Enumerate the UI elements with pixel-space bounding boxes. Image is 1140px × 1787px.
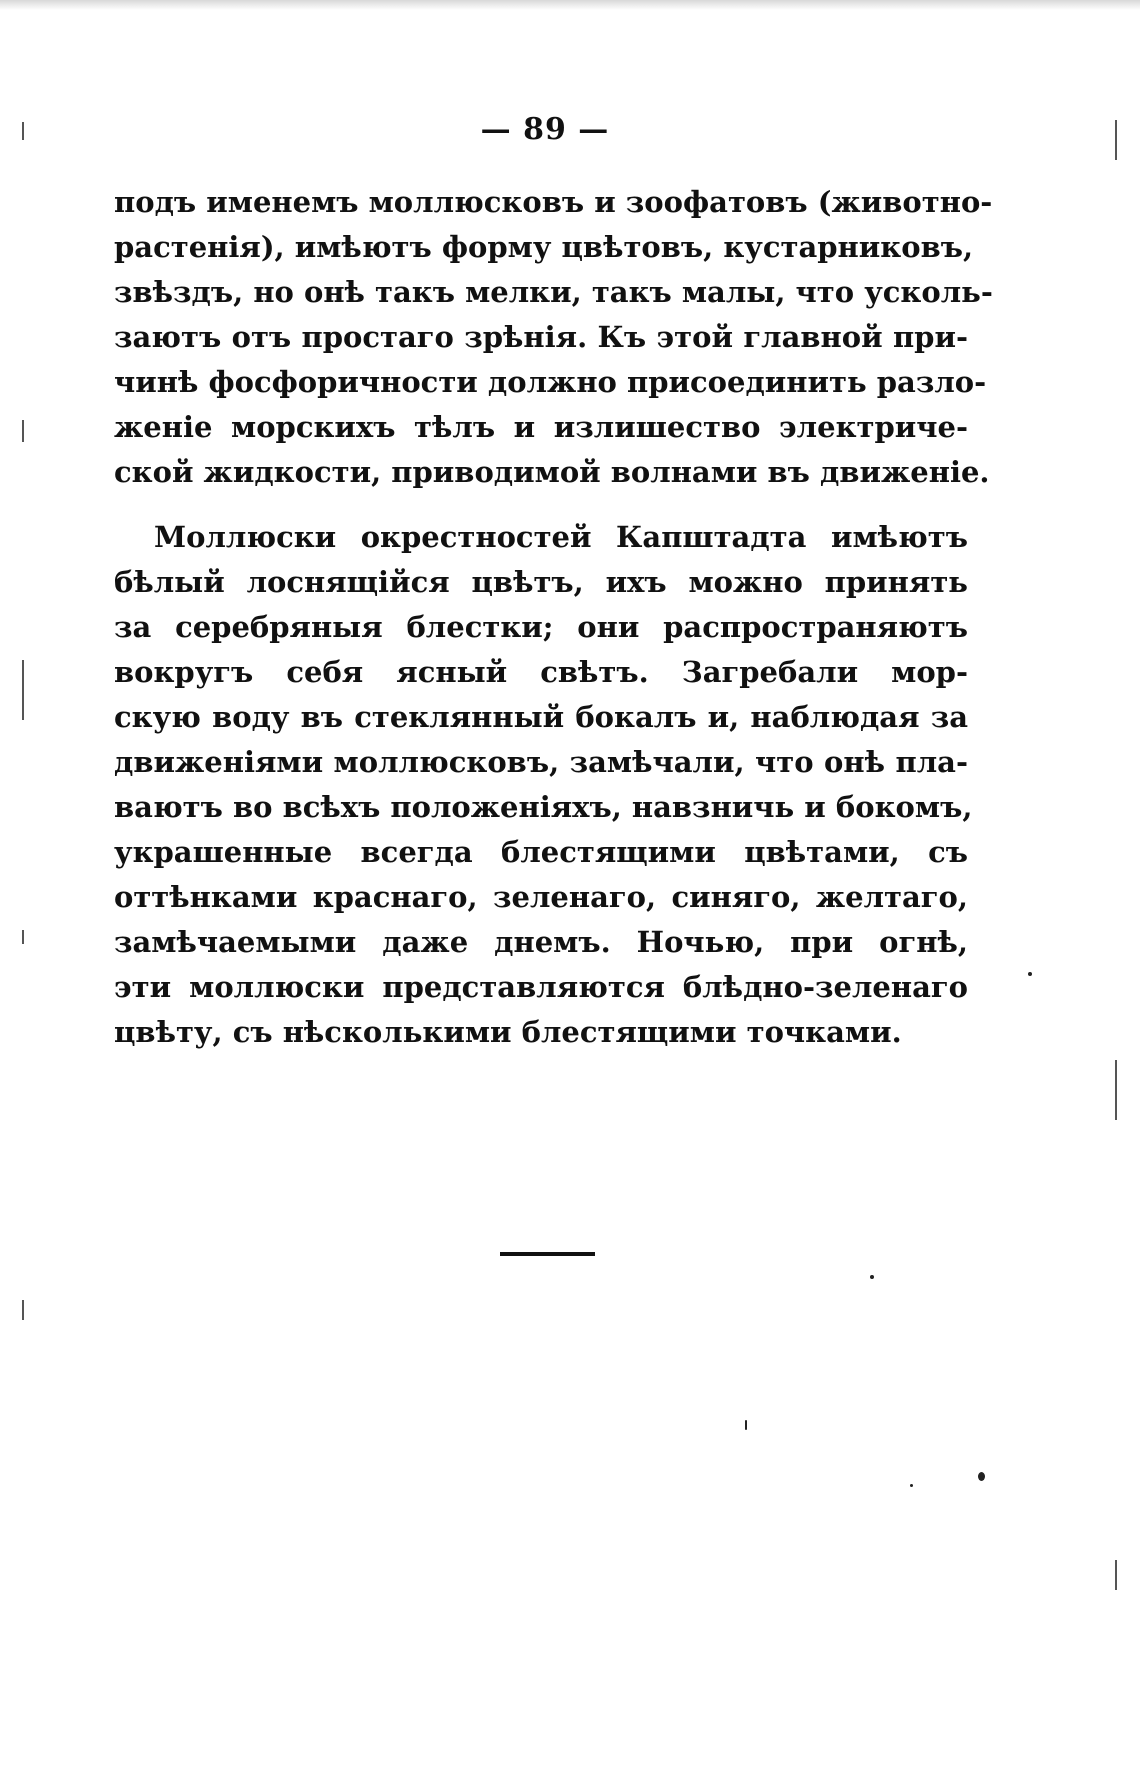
text-line: чинѣ фосфоричности должно присоединить разло- xyxy=(114,365,987,399)
scan-edge-mark xyxy=(1115,120,1117,160)
text-line: оттѣнками краснаго, зеленаго, синяго, желтаго, xyxy=(114,880,968,914)
text-line: Моллюски окрестностей Капштадта имѣютъ xyxy=(154,520,968,554)
text-line: растенія), имѣютъ форму цвѣтовъ, кустарниковъ, xyxy=(114,230,974,264)
body-text xyxy=(114,180,993,1055)
text-line: заютъ отъ простаго зрѣнія. Къ этой главной при- xyxy=(114,320,968,354)
scan-speck xyxy=(1028,972,1032,976)
scan-edge-mark xyxy=(22,420,24,442)
text-line: эти моллюски представляются блѣдно-зеленаго xyxy=(114,970,968,1004)
text-line: вокругъ себя ясный свѣтъ. Загребали мор- xyxy=(114,655,968,689)
text-line: украшенные всегда блестящими цвѣтами, съ xyxy=(114,835,968,869)
text-line: звѣздъ, но онѣ такъ мелки, такъ малы, что усколь- xyxy=(114,275,993,309)
text-line: бѣлый лоснящійся цвѣтъ, ихъ можно принять xyxy=(114,565,968,599)
text-line: ской жидкости, приводимой волнами въ движеніе. xyxy=(114,455,990,489)
text-line: ваютъ во всѣхъ положеніяхъ, навзничь и бокомъ, xyxy=(114,790,973,824)
scan-edge-mark xyxy=(1115,1060,1117,1120)
scan-edge-mark xyxy=(22,1300,24,1320)
text-line: женіе морскихъ тѣлъ и излишество электриче- xyxy=(114,410,968,444)
scan-top-edge xyxy=(0,0,1140,10)
scan-edge-mark xyxy=(22,122,24,140)
scan-edge-mark xyxy=(22,660,24,720)
scan-speck xyxy=(745,1420,747,1430)
text-line: подъ именемъ моллюсковъ и зоофатовъ (животно- xyxy=(114,185,993,219)
scan-speck xyxy=(910,1484,913,1487)
scan-edge-mark xyxy=(1115,1560,1117,1590)
text-line: движеніями моллюсковъ, замѣчали, что онѣ пла- xyxy=(114,745,968,779)
scan-speck xyxy=(870,1275,874,1279)
text-line: цвѣту, съ нѣсколькими блестящими точками. xyxy=(114,1015,902,1049)
scan-speck xyxy=(978,1472,985,1481)
text-line: за серебряныя блестки; они распространяютъ xyxy=(114,610,968,644)
page-number: — 89 — xyxy=(480,112,610,147)
closing-rule xyxy=(500,1252,595,1256)
text-line: замѣчаемыми даже днемъ. Ночью, при огнѣ, xyxy=(114,925,968,959)
paragraph-gap xyxy=(114,495,968,515)
text-line: скую воду въ стеклянный бокалъ и, наблюдая за xyxy=(114,700,968,734)
scan-edge-mark xyxy=(22,930,24,944)
